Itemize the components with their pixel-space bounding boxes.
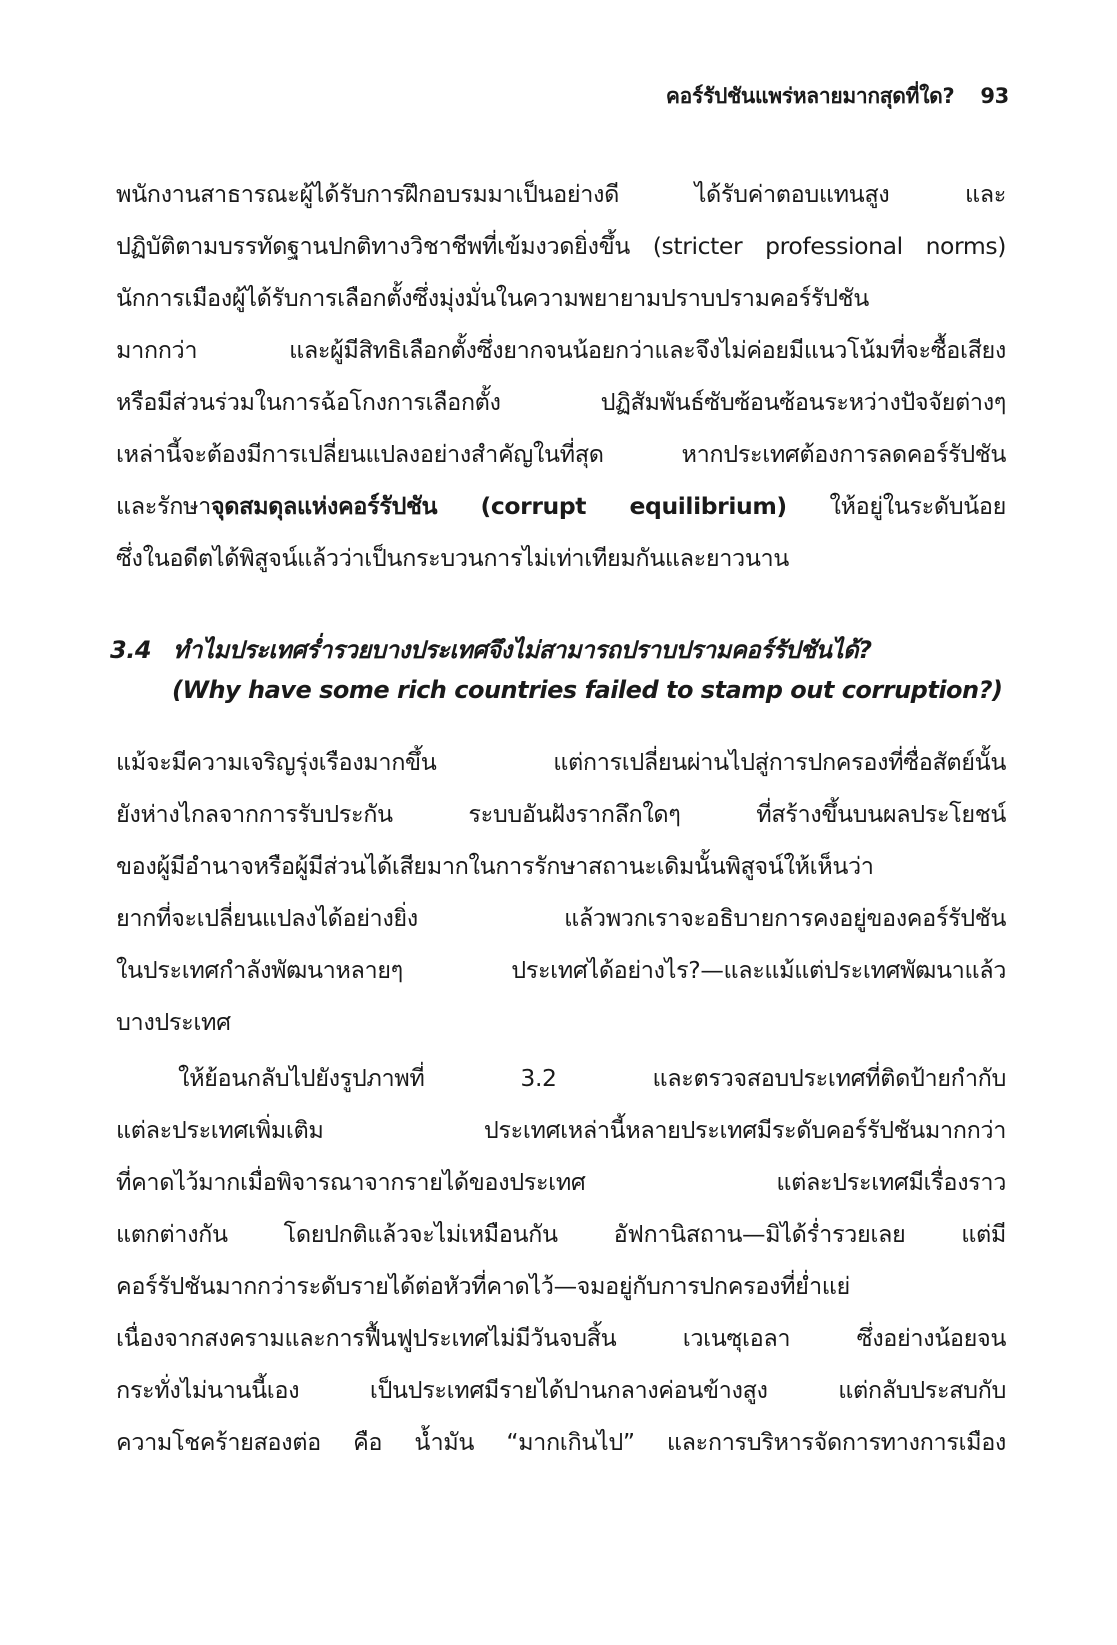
paragraph-line: กระทั่งไม่นานนี้เอง เป็นประเทศมีรายได้ปานกลางค่อนข้างสูง แต่กลับประสบกับ (116, 1376, 1006, 1404)
key-term: จุดสมดุลแห่งคอร์รัปชัน (corrupt equilibrium) (210, 492, 787, 520)
paragraph-line: พนักงานสาธารณะผู้ได้รับการฝึกอบรมมาเป็นอย่างดี ได้รับค่าตอบแทนสูง และ (116, 180, 1006, 208)
paragraph-line: หรือมีส่วนร่วมในการฉ้อโกงการเลือกตั้ง ปฏิสัมพันธ์ซับซ้อนซ้อนระหว่างปัจจัยต่างๆ (116, 388, 1006, 416)
line-text: ให้อยู่ในระดับน้อย (786, 492, 1006, 520)
section-title-thai-text: ทำไมประเทศร่ำรวยบางประเทศจึงไม่สามารถปราบปรามคอร์รัปชันได้? (173, 636, 872, 664)
page-number: 93 (980, 84, 1009, 108)
paragraph-line: เนื่องจากสงครามและการฟื้นฟูประเทศไม่มีวันจบสิ้น เวเนซุเอลา ซึ่งอย่างน้อยจน (116, 1324, 1006, 1352)
paragraph-line: ในประเทศกำลังพัฒนาหลายๆ ประเทศได้อย่างไร?—และแม้แต่ประเทศพัฒนาแล้ว (116, 956, 1006, 984)
paragraph-line: มากกว่า และผู้มีสิทธิเลือกตั้งซึ่งยากจนน้อยกว่าและจึงไม่ค่อยมีแนวโน้มที่จะซื้อเสียง (116, 336, 1006, 364)
line-text: และรักษา (116, 492, 211, 520)
paragraph-2 (116, 736, 1006, 1048)
paragraph-line: นักการเมืองผู้ได้รับการเลือกตั้งซึ่งมุ่งมั่นในความพยายามปราบปรามคอร์รัปชัน (116, 284, 869, 312)
paragraph-line: ของผู้มีอำนาจหรือผู้มีส่วนได้เสียมากในการรักษาสถานะเดิมนั้นพิสูจน์ให้เห็นว่า (116, 852, 874, 880)
paragraph-line: ให้ย้อนกลับไปยังรูปภาพที่ 3.2 และตรวจสอบประเทศที่ติดป้ายกำกับ (178, 1064, 1006, 1092)
paragraph-1 (116, 168, 1006, 584)
paragraph-line: แม้จะมีความเจริญรุ่งเรืองมากขึ้น แต่การเปลี่ยนผ่านไปสู่การปกครองที่ซื่อสัตย์นั้น (116, 748, 1006, 776)
paragraph-line: ยังห่างไกลจากการรับประกัน ระบบอันฝังรากลึกใดๆ ที่สร้างขึ้นบนผลประโยชน์ (116, 800, 1006, 828)
paragraph-line: ความโชคร้ายสองต่อ คือ น้ำมัน “มากเกินไป” และการบริหารจัดการทางการเมือง (116, 1428, 1006, 1456)
paragraph-line: แต่ละประเทศเพิ่มเติม ประเทศเหล่านี้หลายประเทศมีระดับคอร์รัปชันมากกว่า (116, 1116, 1006, 1144)
paragraph-line: ยากที่จะเปลี่ยนแปลงได้อย่างยิ่ง แล้วพวกเราจะอธิบายการคงอยู่ของคอร์รัปชัน (116, 904, 1006, 932)
paragraph-line: แตกต่างกัน โดยปกติแล้วจะไม่เหมือนกัน อัฟกานิสถาน—มิได้ร่ำรวยเลย แต่มี (116, 1220, 1006, 1248)
paragraph-line: คอร์รัปชันมากกว่าระดับรายได้ต่อหัวที่คาดไว้—จมอยู่กับการปกครองที่ย่ำแย่ (116, 1272, 850, 1300)
paragraph-line: ที่คาดไว้มากเมื่อพิจารณาจากรายได้ของประเทศ แต่ละประเทศมีเรื่องราว (116, 1168, 1006, 1196)
paragraph-line: ซึ่งในอดีตได้พิสูจน์แล้วว่าเป็นกระบวนการไม่เท่าเทียมกันและยาวนาน (116, 544, 789, 572)
running-header (666, 80, 1009, 113)
paragraph-line: ปฏิบัติตามบรรทัดฐานปกติทางวิชาชีพที่เข้มงวดยิ่งขึ้น (stricter professional norms) (116, 232, 1006, 260)
section-number: 3.4 (110, 636, 152, 664)
running-title: คอร์รัปชันแพร่หลายมากสุดที่ใด? (665, 84, 955, 108)
section-title-thai (110, 630, 872, 669)
section-title-english: (Why have some rich countries failed to stamp out corruption?) (172, 676, 1003, 704)
paragraph-line: เหล่านี้จะต้องมีการเปลี่ยนแปลงอย่างสำคัญในที่สุด หากประเทศต้องการลดคอร์รัปชัน (116, 440, 1006, 468)
paragraph-line-with-term (116, 480, 1006, 532)
paragraph-3 (116, 1052, 1006, 1468)
paragraph-line: บางประเทศ (116, 1008, 231, 1036)
